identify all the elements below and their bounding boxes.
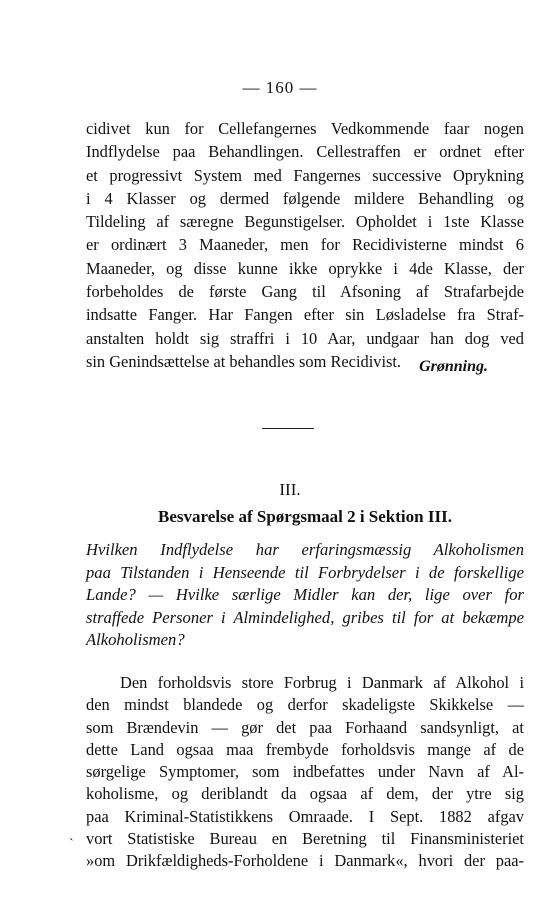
- text-line: anstalten holdt sig straffri i 10 Aar, undgaar han dog ved: [86, 328, 524, 348]
- author-signature: Grønning.: [419, 358, 488, 375]
- question-line: Alkoholismen?: [86, 630, 185, 650]
- text-line: paa Kriminal-Statistikkens Omraade. I Sept. 1882 afgav: [86, 806, 524, 826]
- text-line: Indflydelse paa Behandlingen. Cellestraffen er ordnet efter: [86, 142, 524, 162]
- question-line: Lande? — Hvilke særlige Midler kan der, lige over for: [86, 585, 524, 605]
- text-line: er ordinært 3 Maaneder, men for Recidivisterne mindst 6: [86, 235, 524, 255]
- page-number: — 160 —: [242, 78, 318, 97]
- text-line: koholisme, og deriblandt da ogsaa af dem, der ytre sig: [86, 784, 524, 804]
- text-line: Maaneder, og disse kunne ikke oprykke i 4de Klasse, der: [86, 258, 524, 278]
- text-line: Tildeling af særegne Begunstigelser. Opholdet i 1ste Klasse: [86, 212, 524, 232]
- question-line: Hvilken Indflydelse har erfaringsmæssig Alkoholismen: [86, 540, 524, 559]
- section-question: [86, 539, 524, 652]
- section-number: III.: [279, 480, 301, 499]
- text-line: sørgelige Symptomer, som indbefattes under Navn af Al-: [86, 762, 524, 782]
- margin-mark: `: [69, 837, 74, 852]
- text-line: den mindst blandede og derfor skadeligste Skikkelse —: [86, 695, 524, 715]
- text-line: cidivet kun for Cellefangernes Vedkommende faar nogen: [86, 119, 524, 138]
- question-line: paa Tilstanden i Henseende til Forbrydelser i de forskellige: [86, 562, 524, 582]
- paragraph-answer: [86, 672, 524, 873]
- text-line: et progressivt System med Fangernes successive Oprykning: [86, 165, 524, 185]
- section-title: Besvarelse af Spørgsmaal 2 i Sektion III.: [158, 507, 452, 526]
- question-line: straffede Personer i Almindelighed, gribes til for at bekæmpe: [86, 607, 524, 627]
- text-line: forbeholdes de første Gang til Afsoning af Strafarbejde: [86, 282, 524, 302]
- section-divider: [262, 428, 314, 429]
- text-line: »om Drikfældigheds-Forholdene i Danmark«, hvori der paa-: [86, 851, 524, 871]
- text-line: Den forholdsvis store Forbrug i Danmark af Alkohol i: [120, 673, 524, 692]
- text-line: i 4 Klasser og dermed følgende mildere Behandling og: [86, 188, 524, 208]
- text-line: indsatte Fanger. Har Fangen efter sin Løsladelse fra Straf-: [86, 305, 524, 325]
- text-line: vort Statistiske Bureau en Beretning til Finansministeriet: [86, 829, 524, 849]
- paragraph-continued: [86, 117, 524, 373]
- text-line: som Brændevin — gør det paa Forhaand sandsynligt, at: [86, 717, 524, 737]
- text-line: sin Genindsættelse at behandles som Recidivist.: [86, 351, 402, 371]
- text-line: dette Land ogsaa maa frembyde forholdsvis mange af de: [86, 739, 524, 759]
